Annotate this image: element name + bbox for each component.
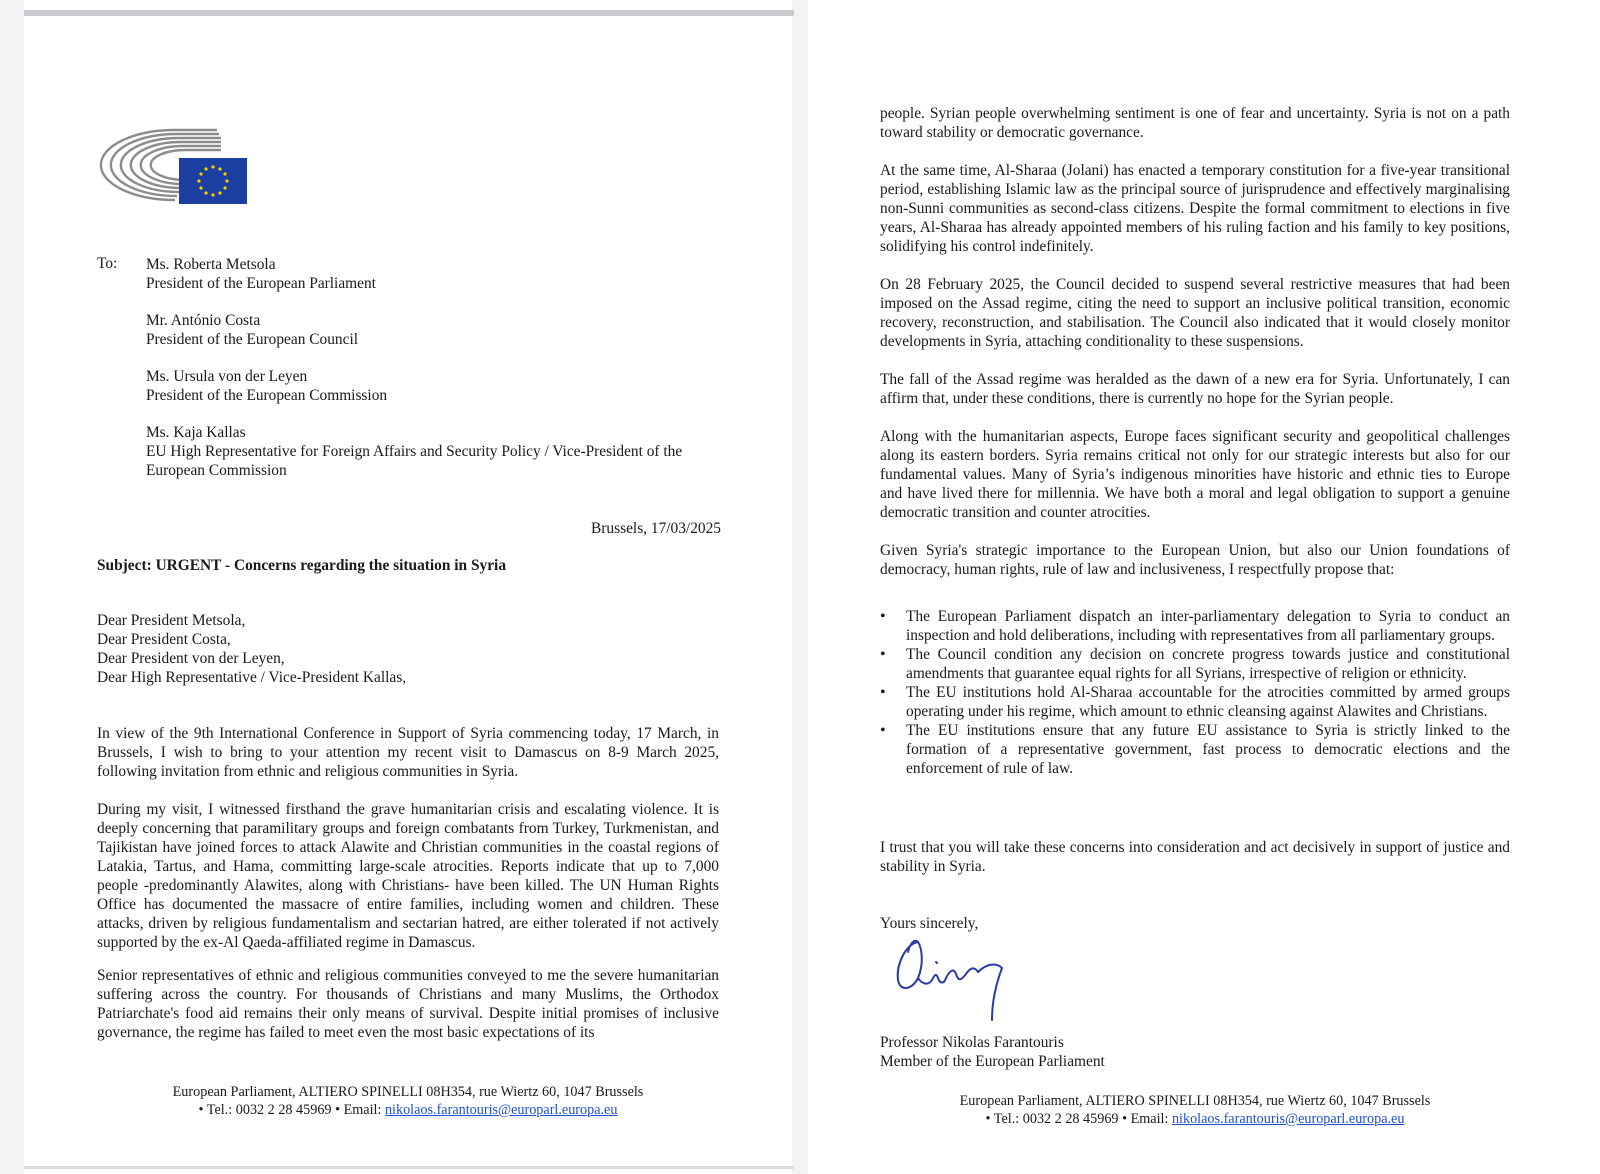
recipient-block [146, 367, 721, 405]
footer-contact [97, 1101, 719, 1119]
signer-block [880, 1033, 1510, 1071]
letter-page-2 [808, 0, 1600, 1174]
recipient-title: President of the European Council [146, 331, 358, 348]
salutation-line: Dear President von der Leyen, [97, 650, 285, 667]
body-paragraph: In view of the 9th International Conference in Support of Syria commencing today, 17 March, in Brussels, I wish to bring to your attention my recent visit to Damascus on 8-9 March 2025, following invitation from ethnic and religious communities in Syria. [97, 725, 719, 780]
page-footer [880, 1092, 1510, 1128]
recipient-name: Mr. António Costa [146, 312, 261, 329]
salutation-line: Dear President Metsola, [97, 612, 246, 629]
page-top-rule [24, 10, 794, 16]
salutation-line: Dear President Costa, [97, 631, 231, 648]
recipient-name: Ms. Kaja Kallas [146, 424, 246, 441]
proposals-list [880, 607, 1510, 778]
email-link[interactable]: nikolaos.farantouris@europarl.europa.eu [384, 1102, 618, 1118]
letter-date: Brussels, 17/03/2025 [591, 520, 721, 537]
footer-tel: • Tel.: 0032 2 28 45969 • Email: [985, 1111, 1172, 1127]
email-link[interactable]: nikolaos.farantouris@europarl.europa.eu [1171, 1111, 1405, 1127]
list-item: • The EU institutions hold Al-Sharaa accountable for the atrocities committed by armed groups operating under his regime, which amount to ethnic cleansing against Alawites and Christians. [880, 683, 1510, 721]
recipient-title: President of the European Commission [146, 387, 388, 404]
list-item: • The EU institutions ensure that any future EU assistance to Syria is strictly linked to the formation of a representative government, fast process to democratic elections and the enforcement of rule of law. [880, 721, 1510, 778]
eu-flag-icon [179, 158, 247, 204]
footer-address: European Parliament, ALTIERO SPINELLI 08H354, rue Wiertz 60, 1047 Brussels [959, 1093, 1431, 1109]
footer-contact [880, 1110, 1510, 1128]
signer-name: Professor Nikolas Farantouris [880, 1034, 1064, 1051]
recipient-name: Ms. Ursula von der Leyen [146, 368, 308, 385]
recipient-title: EU High Representative for Foreign Affairs and Security Policy / Vice-President of the European Commission [146, 443, 683, 479]
salutation-line: Dear High Representative / Vice-President Kallas, [97, 669, 407, 686]
signer-title: Member of the European Parliament [880, 1053, 1105, 1070]
footer-tel: • Tel.: 0032 2 28 45969 • Email: [198, 1102, 385, 1118]
list-item: • The Council condition any decision on concrete progress towards justice and constitutional amendments that guarantee equal rights for all Syrians, irrespective of religion or ethnicity. [880, 645, 1510, 683]
to-label: To: [97, 255, 118, 272]
body-paragraph: people. Syrian people overwhelming sentiment is one of fear and uncertainty. Syria is not on a path toward stability or democratic governance. [880, 105, 1510, 141]
body-paragraph: On 28 February 2025, the Council decided to suspend several restrictive measures that had been imposed on the Assad regime, citing the need to support an inclusive political transition, economic recovery, reconstruction, and stabilisation. The Council also indicated that it would closely monitor developments in Syria, attaching conditionality to these suspensions. [880, 276, 1510, 350]
body-paragraph: During my visit, I witnessed firsthand the grave humanitarian crisis and escalating violence. It is deeply concerning that paramilitary groups and foreign combatants from Turkey, Turkmenistan, and Tajikistan have joined forces to attack Alawite and Christian communities in the coastal regions of Latakia, Tartus, and Hama, committing large-scale atrocities. Reports indicate that up to 7,000 people -predominantly Alawites, along with Christians- have been killed. The UN Human Rights Office has documented the massacre of entire families, including women and children. These attacks, driven by religious fundamentalism and sectarian hatred, are either tolerated if not actively supported by the ex-Al Qaeda-affiliated regime in Damascus. [97, 801, 719, 951]
body-paragraph: Senior representatives of ethnic and religious communities conveyed to me the severe humanitarian suffering across the country. For thousands of Christians and many Muslims, the Orthodox Patriarchate's food aid remains their only means of survival. Despite initial promises of inclusive governance, the regime has failed to meet even the most basic expectations of its [97, 967, 719, 1041]
recipient-block [146, 311, 721, 349]
recipient-name: Ms. Roberta Metsola [146, 256, 276, 273]
closing-paragraph: I trust that you will take these concerns into consideration and act decisively in support of justice and stability in Syria. [880, 839, 1510, 875]
recipient-title: President of the European Parliament [146, 275, 376, 292]
recipient-block [146, 423, 721, 480]
recipient-block [146, 255, 721, 293]
list-item: • The European Parliament dispatch an inter-parliamentary delegation to Syria to conduct an inspection and hold deliberations, including with representatives from all parliamentary groups. [880, 607, 1510, 645]
salutation-block [97, 611, 406, 687]
body-paragraph: Along with the humanitarian aspects, Europe faces significant security and geopolitical challenges along its eastern borders. Syria remains critical not only for our strategic interests but also for our fundamental values. Many of Syria’s indigenous minorities have historic and ethnic ties to Europe and have lived there for millennia. We have both a moral and legal obligation to support a genuine democratic transition and counter atrocities. [880, 428, 1510, 521]
body-paragraph: The fall of the Assad regime was heralded as the dawn of a new era for Syria. Unfortunately, I can affirm that, under these conditions, there is currently no hope for the Syrian people. [880, 371, 1510, 407]
body-paragraph: Given Syria's strategic importance to the European Union, but also our Union foundations of democracy, human rights, rule of law and inclusiveness, I respectfully propose that: [880, 542, 1510, 578]
page-bottom-rule [24, 1166, 794, 1169]
footer-address: European Parliament, ALTIERO SPINELLI 08H354, rue Wiertz 60, 1047 Brussels [172, 1084, 644, 1100]
body-paragraph: At the same time, Al-Sharaa (Jolani) has enacted a temporary constitution for a five-year transitional period, establishing Islamic law as the principal source of jurisprudence and effectively marginalising non-Sunni communities as second-class citizens. Despite the formal commitment to elections in five years, Al-Sharaa has already appointed members of his ruling faction and his family to key positions, solidifying his control indefinitely. [880, 162, 1510, 255]
letter-subject: Subject: URGENT - Concerns regarding the situation in Syria [97, 557, 507, 574]
european-parliament-logo [97, 122, 249, 206]
page-footer [97, 1083, 719, 1119]
handwritten-signature [888, 934, 1018, 1024]
letter-page-1 [24, 0, 792, 1174]
sign-off: Yours sincerely, [880, 915, 979, 932]
